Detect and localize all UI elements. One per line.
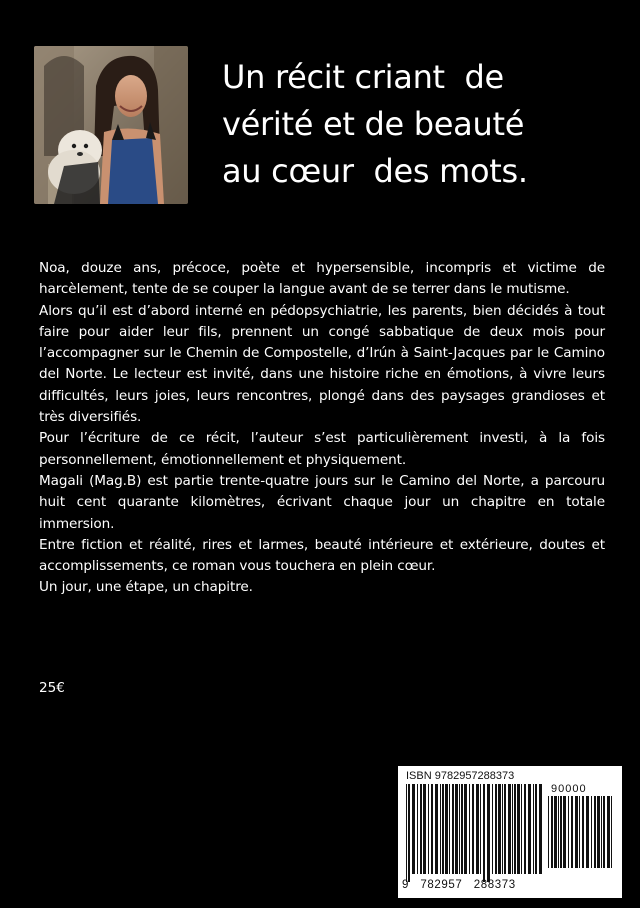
barcode-bar bbox=[498, 784, 501, 874]
barcode-bar bbox=[539, 784, 542, 874]
barcode-digits-right: 288373 bbox=[473, 879, 516, 891]
barcode-addon-bars bbox=[548, 796, 614, 892]
synopsis-paragraph: Entre fiction et réalité, rires et larmes, beauté intérieure et extérieure, doutes et accomplissements, ce roman vous touchera en plein cœur. bbox=[39, 536, 605, 575]
barcode-bar bbox=[611, 796, 612, 868]
barcode-addon-digits: 90000 bbox=[551, 783, 587, 795]
synopsis-paragraph: Magali (Mag.B) est partie trente-quatre jours sur le Camino del Norte, a parcouru huit cent quarante kilomètres, écrivant chaque jour un chapitre en totale immersion. bbox=[39, 472, 605, 532]
barcode-bar bbox=[423, 784, 426, 874]
barcode-bar bbox=[461, 784, 463, 874]
barcode-bar bbox=[431, 784, 433, 874]
barcode-bar bbox=[469, 784, 470, 874]
barcode-bar bbox=[551, 796, 553, 868]
barcode-bar bbox=[459, 784, 460, 874]
barcode-bar bbox=[483, 784, 485, 882]
barcode-bar bbox=[449, 784, 450, 874]
barcode-bar bbox=[548, 796, 549, 868]
barcode-bar bbox=[533, 784, 534, 874]
barcode-bar bbox=[535, 784, 537, 874]
barcode-bar bbox=[524, 784, 526, 874]
barcode-bar bbox=[512, 784, 513, 874]
barcode-bar bbox=[607, 796, 610, 868]
barcode-bar bbox=[480, 784, 481, 874]
barcode-bar bbox=[514, 784, 516, 874]
barcode-bar bbox=[597, 796, 600, 868]
barcode-bar bbox=[582, 796, 584, 868]
barcode-bar bbox=[452, 784, 454, 874]
tagline-line-1: Un récit criant de bbox=[222, 58, 504, 96]
barcode-bar bbox=[445, 784, 448, 874]
barcode-digits-left: 782957 bbox=[420, 879, 463, 891]
barcode-bar bbox=[528, 784, 531, 874]
barcode-bar bbox=[495, 784, 497, 874]
isbn-label: ISBN 9782957288373 bbox=[406, 770, 515, 782]
barcode-bar bbox=[492, 784, 493, 874]
barcode-bar bbox=[594, 796, 596, 868]
barcode-bar bbox=[560, 796, 562, 868]
barcode-bar bbox=[412, 784, 415, 874]
barcode-digits bbox=[402, 879, 542, 891]
barcode-bar bbox=[476, 784, 479, 874]
synopsis-paragraph: Un jour, une étape, un chapitre. bbox=[39, 579, 253, 596]
barcode-bar bbox=[568, 796, 569, 868]
synopsis-paragraph: Pour l’écriture de ce récit, l’auteur s’est particulièrement investi, à la fois personnellement, émotionnellement et physiquement. bbox=[39, 430, 605, 468]
barcode-bar bbox=[517, 784, 520, 874]
tagline-line-3: au cœur des mots. bbox=[222, 152, 528, 190]
barcode-bar bbox=[464, 784, 467, 874]
price: 25€ bbox=[39, 680, 65, 696]
barcode-bars bbox=[406, 784, 542, 882]
barcode-bar bbox=[579, 796, 580, 868]
author-photo bbox=[34, 46, 188, 204]
barcode-bar bbox=[591, 796, 592, 868]
barcode-bar bbox=[554, 796, 557, 868]
barcode-bar bbox=[406, 784, 407, 882]
barcode-bar bbox=[504, 784, 506, 874]
barcode-bar bbox=[440, 784, 441, 874]
barcode-bar bbox=[502, 784, 503, 874]
barcode-bar bbox=[508, 784, 511, 874]
barcode-digit-first: 9 bbox=[402, 879, 409, 891]
barcode-bar bbox=[558, 796, 559, 868]
barcode-bar bbox=[575, 796, 578, 868]
barcode-bar bbox=[601, 796, 602, 868]
synopsis-paragraph: Alors qu’il est d’abord interné en pédopsychiatrie, les parents, bien décidés à tout faire pour aider leur fils, prennent un congé sabbatique de deux mois pour l’accompagner sur le Chemin de Compostelle, d’Irún à Saint-Jacques par le Camino del Norte. Le lecteur est invité, dans une histoire riche en émotions, à vivre leurs difficultés, leurs joies, leurs rencontres, plongé dans des paysages grandioses et très diversifiés. bbox=[39, 302, 605, 426]
barcode-bar bbox=[487, 784, 490, 882]
tagline bbox=[222, 54, 622, 195]
barcode-bar bbox=[428, 784, 429, 874]
barcode-bar bbox=[563, 796, 566, 868]
barcode-bar bbox=[603, 796, 605, 868]
tagline-line-2: vérité et de beauté bbox=[222, 105, 525, 143]
barcode-bar bbox=[472, 784, 474, 874]
barcode-bar bbox=[408, 784, 410, 882]
barcode-bar bbox=[521, 784, 522, 874]
barcode-bar bbox=[442, 784, 444, 874]
synopsis-paragraph: Noa, douze ans, précoce, poète et hypersensible, incompris et victime de harcèlement, tente de se couper la langue avant de se terrer dans le mutisme. bbox=[39, 260, 605, 298]
barcode-bar bbox=[586, 796, 589, 868]
synopsis bbox=[39, 258, 605, 599]
barcode-bar bbox=[455, 784, 458, 874]
isbn-barcode bbox=[398, 766, 622, 898]
barcode-bar bbox=[420, 784, 422, 874]
barcode-bar bbox=[417, 784, 418, 874]
barcode-bar bbox=[571, 796, 573, 868]
barcode-bar bbox=[435, 784, 438, 874]
